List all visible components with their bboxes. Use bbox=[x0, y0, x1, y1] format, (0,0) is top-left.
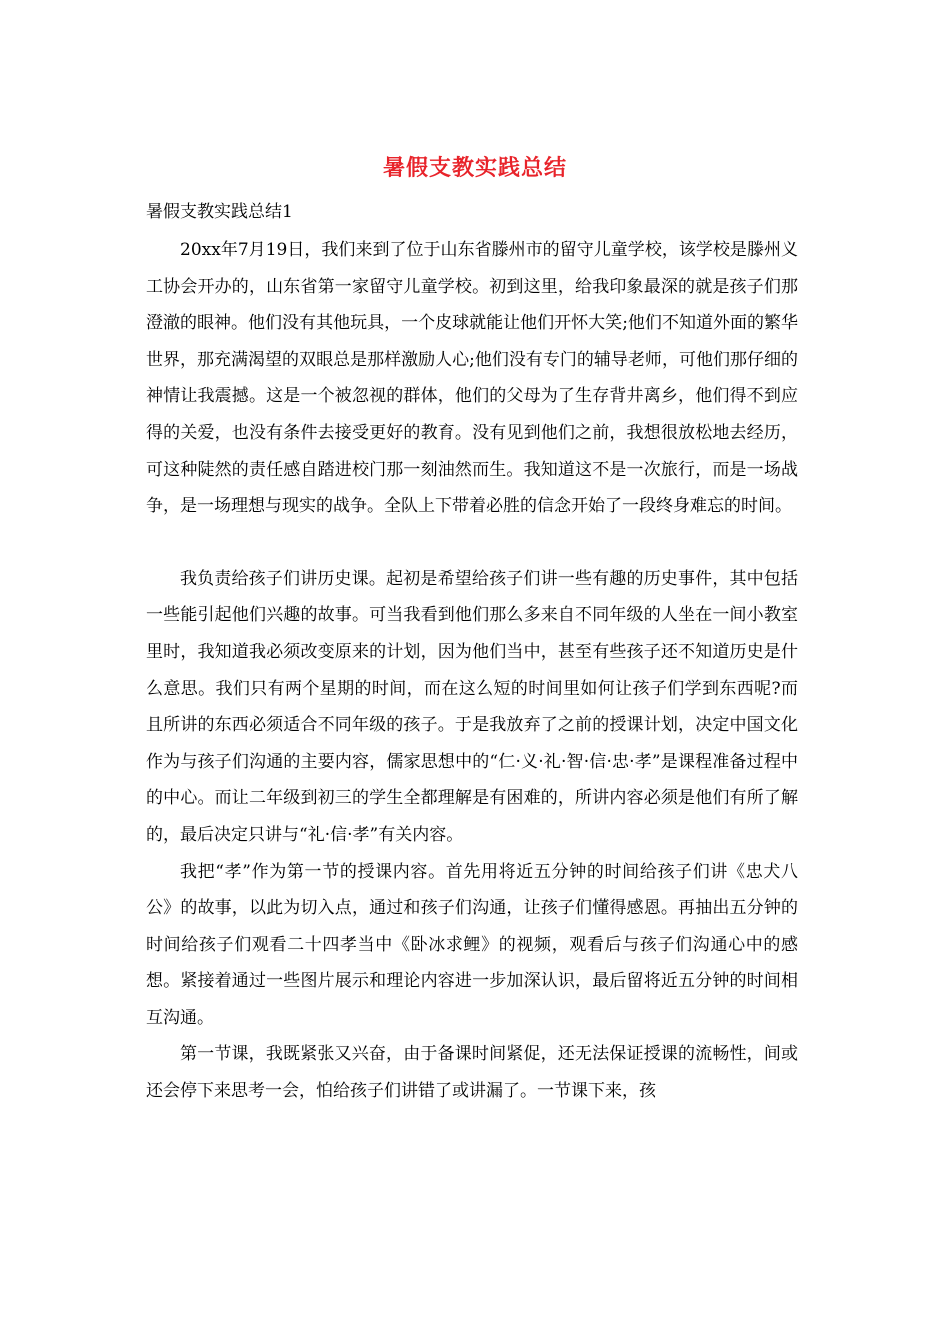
document-body bbox=[146, 232, 798, 1110]
paragraph-3: 我把“孝”作为第一节的授课内容。首先用将近五分钟的时间给孩子们讲《忠犬八公》的故事，以此为切入点，通过和孩子们沟通，让孩子们懂得感恩。再抽出五分钟的时间给孩子们观看二十四孝当中《卧冰求鲤》的视频，观看后与孩子们沟通心中的感想。紧接着通过一些图片展示和理论内容进一步加深认识，最后留将近五分钟的时间相互沟通。 bbox=[146, 861, 798, 1028]
document-subtitle: 暑假支教实践总结1 bbox=[146, 202, 293, 222]
document-title: 暑假支教实践总结 bbox=[382, 155, 567, 181]
paragraph-1: 20xx年7月19日，我们来到了位于山东省滕州市的留守儿童学校，该学校是滕州义工协会开办的，山东省第一家留守儿童学校。初到这里，给我印象最深的就是孩子们那澄澈的眼神。他们没有其他玩具，一个皮球就能让他们开怀大笑;他们不知道外面的繁华世界，那充满渴望的双眼总是那样激励人心;他们没有专门的辅导老师，可他们那仔细的神情让我震撼。这是一个被忽视的群体，他们的父母为了生存背井离乡，他们得不到应得的关爱，也没有条件去接受更好的教育。没有见到他们之前，我想很放松地去经历，可这种陡然的责任感自踏进校门那一刻油然而生。我知道这不是一次旅行，而是一场战争，是一场理想与现实的战争。全队上下带着必胜的信念开始了一段终身难忘的时间。 bbox=[146, 240, 798, 517]
paragraph-4: 第一节课，我既紧张又兴奋，由于备课时间紧促，还无法保证授课的流畅性，间或还会停下来思考一会，怕给孩子们讲错了或讲漏了。一节课下来，孩 bbox=[146, 1044, 798, 1102]
paragraph-2: 我负责给孩子们讲历史课。起初是希望给孩子们讲一些有趣的历史事件，其中包括一些能引起他们兴趣的故事。可当我看到他们那么多来自不同年级的人坐在一间小教室里时，我知道我必须改变原来的计划，因为他们当中，甚至有些孩子还不知道历史是什么意思。我们只有两个星期的时间，而在这么短的时间里如何让孩子们学到东西呢?而且所讲的东西必须适合不同年级的孩子。于是我放弃了之前的授课计划，决定中国文化作为与孩子们沟通的主要内容，儒家思想中的“仁·义·礼·智·信·忠·孝”是课程准备过程中的中心。而让二年级到初三的学生全都理解是有困难的，所讲内容必须是他们有所了解的，最后决定只讲与“礼·信·孝”有关内容。 bbox=[146, 568, 798, 845]
